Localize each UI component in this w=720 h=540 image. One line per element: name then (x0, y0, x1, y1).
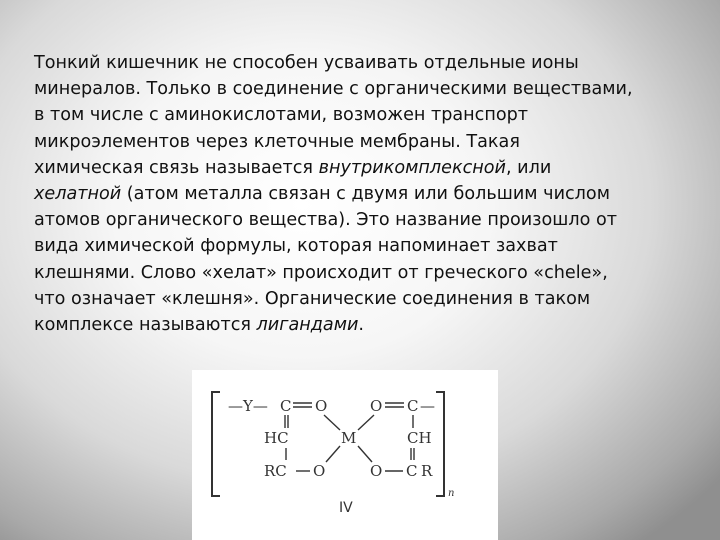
formula-atom-o: O (313, 462, 326, 480)
text-line (34, 155, 714, 181)
formula-atom-c: C (280, 397, 292, 415)
text-line: минералов. Только в соединение с органическими веществами, (34, 79, 633, 100)
text-line: атомов органического вещества). Это название произошло от (34, 210, 618, 231)
formula-subscript: n (448, 488, 455, 499)
formula-metal: M (341, 429, 357, 447)
right-bracket (436, 392, 444, 496)
text-fragment: , или (505, 157, 552, 178)
text-line: вида химической формулы, которая напоминает захват (34, 236, 558, 257)
chelate-formula-svg (192, 370, 498, 540)
bond-line (326, 446, 340, 462)
formula-group-r: R (421, 462, 433, 480)
text-line: в том числе с аминокислотами, возможен транспорт (34, 105, 529, 126)
formula-atom-c: C (407, 397, 419, 415)
formula-group-ch: CH (407, 429, 432, 447)
formula-group-rc: RC (264, 462, 287, 480)
formula-dash-y: —Y— (228, 397, 268, 415)
formula-atom-c: C (406, 462, 418, 480)
formula-group-hc: HC (264, 429, 289, 447)
left-bracket (212, 392, 220, 496)
chelate-formula-figure (192, 370, 498, 540)
formula-numeral: IV (339, 500, 353, 516)
text-fragment: . (358, 315, 365, 336)
slide-paragraph (34, 50, 714, 338)
text-fragment: (атом металла связан с двумя или большим числом (121, 184, 610, 205)
formula-atom-o: O (315, 397, 328, 415)
text-line: что означает «клешня». Органические соединения в таком (34, 288, 591, 309)
bond-line (358, 415, 374, 430)
text-line: клешнями. Слово «хелат» происходит от греческого «chele», (34, 262, 608, 283)
text-fragment: комплексе называются (34, 315, 257, 336)
text-line: микроэлементов через клеточные мембраны. Такая (34, 131, 520, 152)
term-intracomplex: внутрикомплексной (318, 157, 506, 178)
formula-atom-o: O (370, 397, 383, 415)
text-line: Тонкий кишечник не способен усваивать отдельные ионы (34, 53, 579, 73)
formula-dash: — (420, 397, 435, 415)
bond-line (324, 415, 340, 430)
text-fragment: химическая связь называется (34, 157, 319, 178)
formula-atom-o: O (370, 462, 383, 480)
term-chelate: хелатной (34, 184, 122, 205)
bond-line (358, 446, 372, 462)
term-ligands: лигандами (256, 315, 359, 336)
text-line (34, 181, 714, 207)
text-line (34, 312, 714, 338)
